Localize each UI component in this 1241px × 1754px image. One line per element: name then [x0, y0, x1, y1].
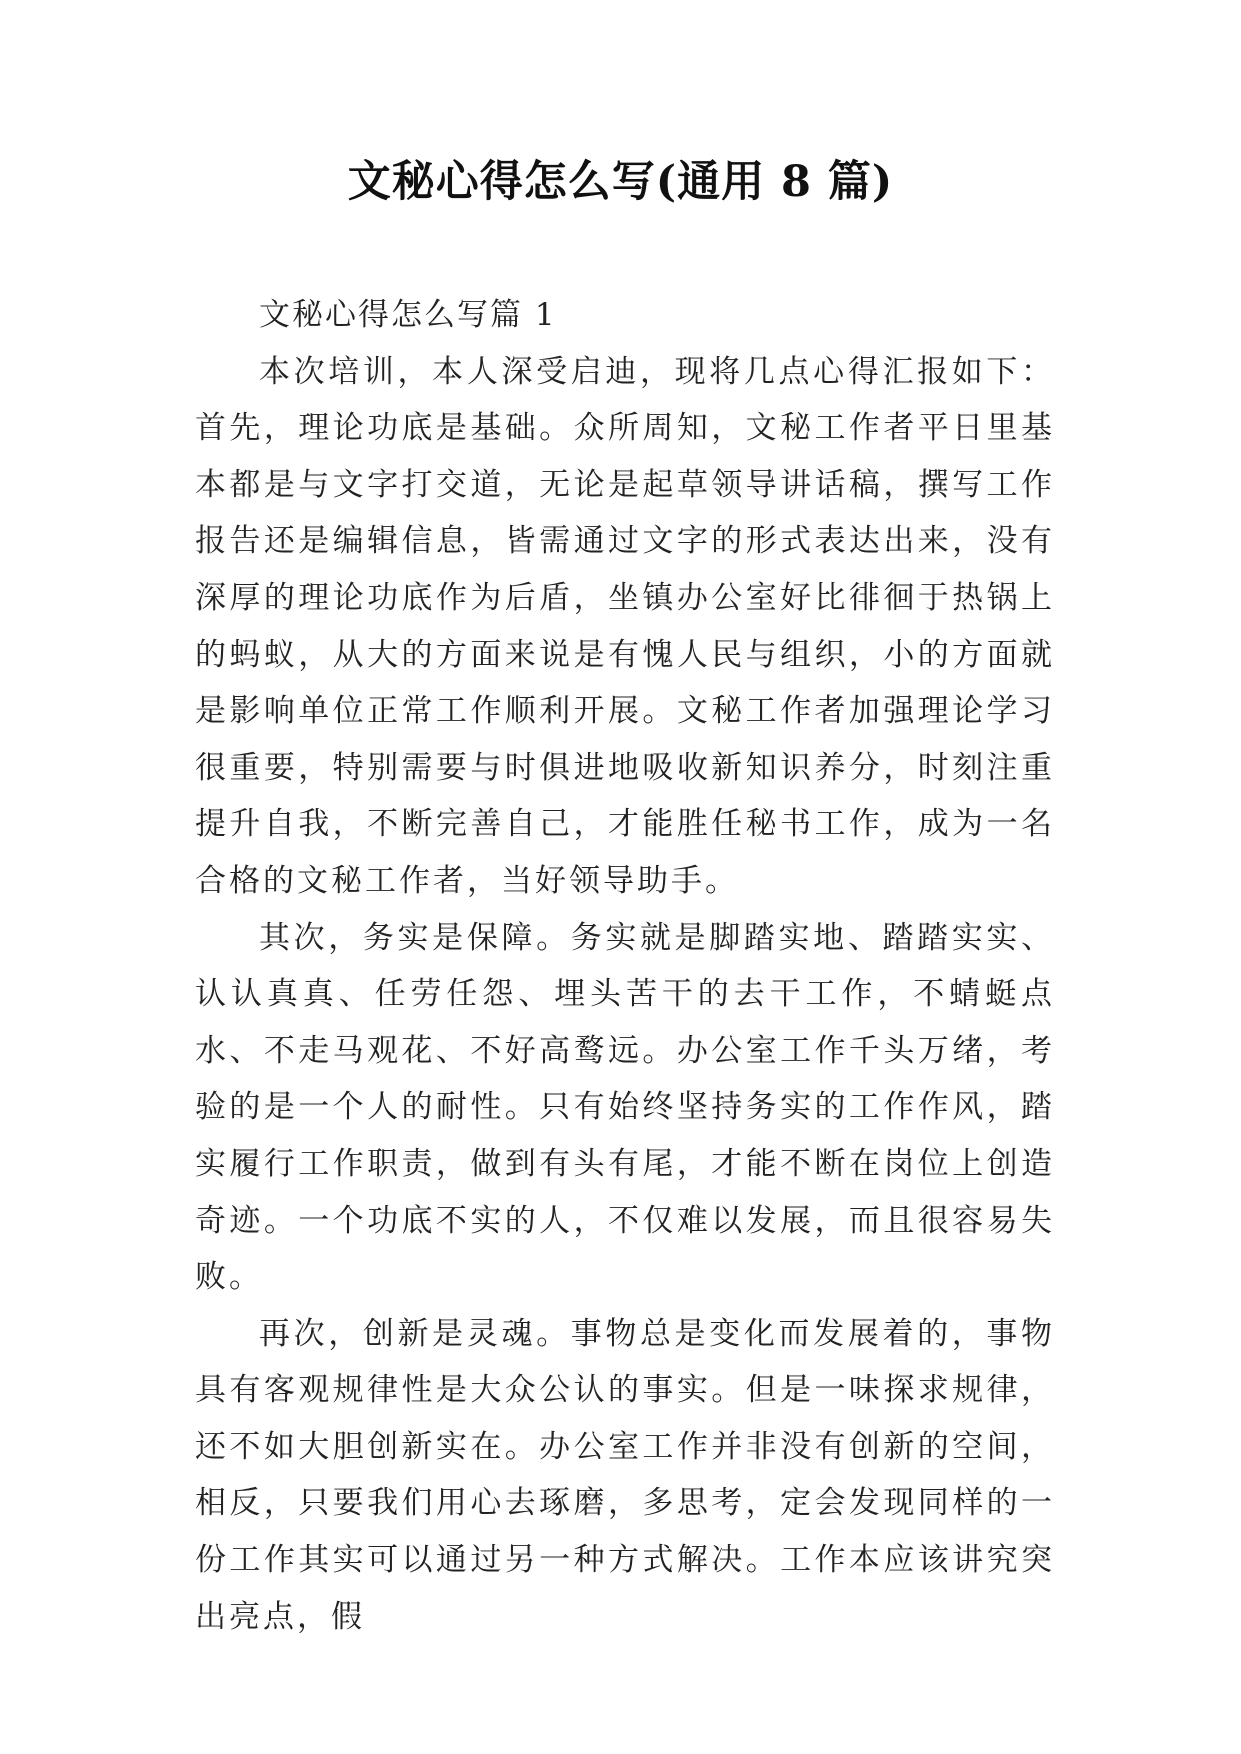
paragraph-3: 再次，创新是灵魂。事物总是变化而发展着的，事物具有客观规律性是大众公认的事实。但是一味探求规律，还不如大胆创新实在。办公室工作并非没有创新的空间，相反，只要我们用心去琢磨，多思考，定会发现同样的一份工作其实可以通过另一种方式解决。工作本应该讲究突出亮点，假	[195, 1315, 1055, 1635]
section-heading: 文秘心得怎么写篇 1	[259, 297, 557, 333]
document-body	[195, 287, 1055, 1645]
document-title: 文秘心得怎么写(通用 8 篇)	[347, 157, 894, 207]
paragraph-2: 其次，务实是保障。务实就是脚踏实地、踏踏实实、认认真真、任劳任怨、埋头苦干的去干工作，不蜻蜓点水、不走马观花、不好高鹜远。办公室工作千头万绪，考验的是一个人的耐性。只有始终坚持务实的工作作风，踏实履行工作职责，做到有头有尾，才能不断在岗位上创造奇迹。一个功底不实的人，不仅难以发展，而且很容易失败。	[195, 919, 1055, 1296]
paragraph-1: 本次培训，本人深受启迪，现将几点心得汇报如下：首先，理论功底是基础。众所周知，文秘工作者平日里基本都是与文字打交道，无论是起草领导讲话稿，撰写工作报告还是编辑信息，皆需通过文字的形式表达出来，没有深厚的理论功底作为后盾，坐镇办公室好比徘徊于热锅上的蚂蚁，从大的方面来说是有愧人民与组织，小的方面就是影响单位正常工作顺利开展。文秘工作者加强理论学习很重要，特别需要与时俱进地吸收新知识养分，时刻注重提升自我，不断完善自己，才能胜任秘书工作，成为一名合格的文秘工作者，当好领导助手。	[195, 353, 1055, 899]
